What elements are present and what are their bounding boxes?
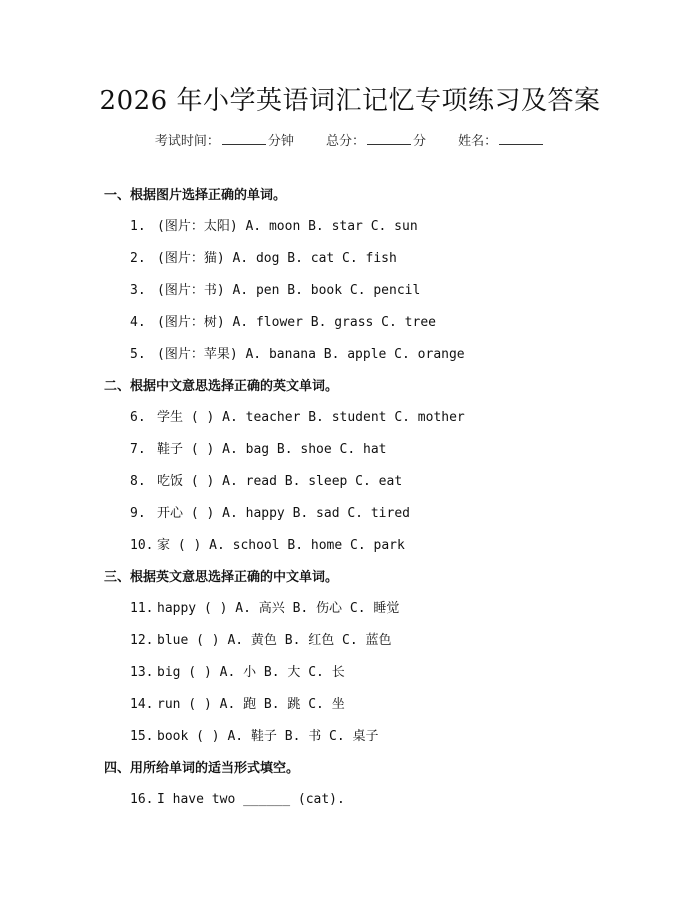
question-number: 16.: [130, 792, 154, 807]
question-text: 家 ( ) A. school B. home C. park: [157, 538, 405, 553]
question-item: [130, 275, 700, 307]
question-item: [130, 434, 700, 466]
question-text: blue ( ) A. 黄色 B. 红色 C. 蓝色: [157, 633, 392, 648]
exam-meta: [0, 130, 700, 149]
total-score-field: [326, 130, 426, 149]
section-title: 四、用所给单词的适当形式填空。: [104, 761, 300, 776]
question-number: 6.: [130, 410, 146, 425]
question-item: [130, 689, 700, 721]
question-text: happy ( ) A. 高兴 B. 伤心 C. 睡觉: [157, 601, 400, 616]
question-item: [130, 530, 700, 562]
section-3: [0, 562, 700, 753]
question-number: 7.: [130, 442, 146, 457]
section-title: 二、根据中文意思选择正确的英文单词。: [104, 379, 339, 394]
name-blank[interactable]: [499, 132, 543, 145]
exam-content: [0, 180, 700, 816]
exam-time-blank[interactable]: [222, 132, 266, 145]
question-text: run ( ) A. 跑 B. 跳 C. 坐: [157, 697, 345, 712]
question-item: [130, 339, 700, 371]
question-number: 5.: [130, 347, 146, 362]
question-item: [130, 784, 700, 816]
total-score-unit: 分: [413, 134, 427, 149]
question-number: 2.: [130, 251, 146, 266]
question-text: (图片：书) A. pen B. book C. pencil: [157, 283, 421, 298]
question-text: big ( ) A. 小 B. 大 C. 长: [157, 665, 345, 680]
question-text: book ( ) A. 鞋子 B. 书 C. 桌子: [157, 729, 379, 744]
exam-time-label: 考试时间：: [154, 134, 220, 149]
question-text: 吃饭 ( ) A. read B. sleep C. eat: [157, 474, 403, 489]
question-number: 11.: [130, 601, 154, 616]
question-number: 1.: [130, 219, 146, 234]
name-field: [458, 130, 545, 149]
question-item: [130, 466, 700, 498]
total-score-blank[interactable]: [367, 132, 411, 145]
question-number: 10.: [130, 538, 154, 553]
question-item: [130, 243, 700, 275]
question-number: 14.: [130, 697, 154, 712]
question-item: [130, 498, 700, 530]
name-label: 姓名：: [458, 134, 498, 149]
question-text: 鞋子 ( ) A. bag B. shoe C. hat: [157, 442, 387, 457]
section-1: [0, 180, 700, 371]
question-number: 3.: [130, 283, 146, 298]
question-item: [130, 721, 700, 753]
question-item: [130, 211, 700, 243]
question-text: (图片：太阳) A. moon B. star C. sun: [157, 219, 418, 234]
question-item: [130, 307, 700, 339]
section-title: 三、根据英文意思选择正确的中文单词。: [104, 570, 339, 585]
question-number: 12.: [130, 633, 154, 648]
section-4: [0, 753, 700, 816]
exam-time-field: [155, 130, 294, 149]
total-score-label: 总分：: [325, 134, 365, 149]
question-text: 学生 ( ) A. teacher B. student C. mother: [157, 410, 465, 425]
question-text: (图片：苹果) A. banana B. apple C. orange: [157, 347, 465, 362]
question-number: 15.: [130, 729, 154, 744]
question-text: I have two ______ (cat).: [157, 792, 345, 807]
section-2: [0, 371, 700, 562]
question-item: [130, 657, 700, 689]
question-text: (图片：树) A. flower B. grass C. tree: [157, 315, 436, 330]
section-title: 一、根据图片选择正确的单词。: [104, 188, 287, 203]
question-text: (图片：猫) A. dog B. cat C. fish: [157, 251, 397, 266]
page-title: 2026 年小学英语词汇记忆专项练习及答案: [99, 86, 601, 116]
question-number: 9.: [130, 506, 146, 521]
question-item: [130, 625, 700, 657]
exam-time-unit: 分钟: [267, 134, 294, 149]
question-text: 开心 ( ) A. happy B. sad C. tired: [157, 506, 410, 521]
question-number: 4.: [130, 315, 146, 330]
question-item: [130, 593, 700, 625]
question-number: 13.: [130, 665, 154, 680]
question-number: 8.: [130, 474, 146, 489]
question-item: [130, 402, 700, 434]
